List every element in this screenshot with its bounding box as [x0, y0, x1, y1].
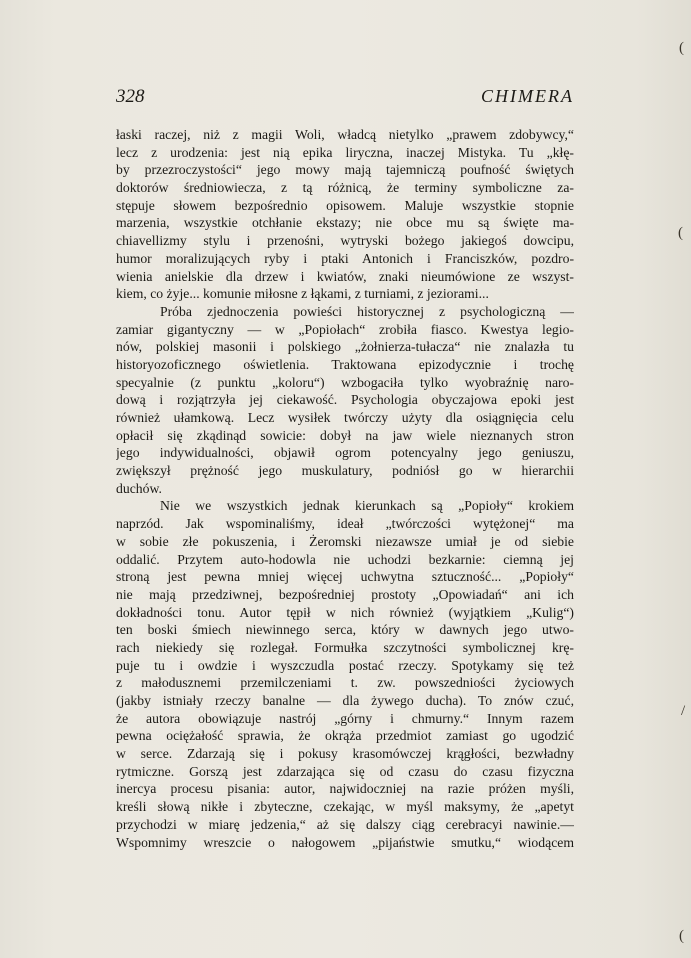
text-line: zamiar gigantyczny — w „Popiołach“ zrobiła fiasco. Kwestya legio-: [116, 321, 574, 337]
text-line: w sobie złe pokuszenia, i Żeromski niezawsze umiał je od siebie: [116, 533, 574, 549]
text-line: Nie we wszystkich jednak kierunkach są „Popioły“ krokiem: [160, 498, 574, 514]
text-line: specyalnie (z punktu „koloru“) wzbogaciła tylko wyobraźnię naro-: [116, 374, 574, 390]
text-line: stroną jest pewna mniej więcej uchwytna sztuczność... „Popioły“: [116, 569, 574, 585]
text-line: dową i rozjątrzyła jej ciekawość. Psychologia obyczajowa epoki jest: [116, 392, 574, 408]
text-line: humor moralizujących ryby i ptaki Antonich i Franciszków, pozdro-: [116, 250, 574, 266]
text-line: puje tu i owdzie i wyszczudla postać rzeczy. Spotykamy się też: [116, 657, 574, 673]
text-line: kiem, co żyje... komunie miłosne z łąkami, z turniami, z jeziorami...: [116, 286, 489, 302]
text-line: rach niekiedy się rozlegał. Formułka szczytności symbolicznej krę-: [116, 639, 574, 655]
text-line: z małodusznemi przemilczeniami t. zw. powszedniości życiowych: [116, 675, 574, 691]
margin-mark: /: [681, 703, 686, 719]
text-line: inercya procesu pisania: autor, najwidoczniej na razie próżen myśli,: [116, 781, 574, 797]
text-line: rytmiczne. Gorszą jest zdarzająca się od czasu do czasu fizyczna: [116, 763, 574, 779]
text-line: zwiększył prężność jego muskulatury, podniósł go w hierarchii: [116, 463, 574, 479]
text-line: jego indywidualności, objawił ogrom potencyalny jego geniuszu,: [116, 445, 574, 461]
margin-mark: (: [678, 225, 683, 241]
page-header: [116, 86, 574, 112]
body-text: [116, 126, 574, 851]
text-line: Wspomnimy wreszcie o nałogowem „pijaństwie smutku,“ wiodącem: [116, 834, 574, 850]
text-line: marzenia, wszystkie otchłanie ekstazy; nie obce mu są święte ma-: [116, 215, 574, 231]
text-line: nów, polskiej masonii i polskiego „żołnierza-tułacza“ nie znalazła tu: [116, 339, 574, 355]
text-line: kreśli słową nikłe i zbyteczne, czekając, w myśl maksymy, że „apetyt: [116, 799, 574, 815]
text-line: łaski raczej, niż z magii Woli, władcą nietylko „prawem zdobywcy,“: [116, 127, 574, 142]
text-line: wienia anielskie dla drzew i kwiatów, znaki nieumówione ze wszyst-: [116, 268, 574, 284]
text-line: Próba zjednoczenia powieści historycznej z psychologiczną —: [160, 303, 574, 319]
text-line: oddalić. Przytem auto-hodowla nie uchodzi bezkarnie: ciemną jej: [116, 551, 574, 567]
text-line: duchów.: [116, 480, 162, 496]
text-line: by przezroczystości“ jego mowy mają tajemniczą poufność świętych: [116, 162, 574, 178]
text-line: przychodzi w miarę jedzenia,“ aż się dalszy ciąg cerebracyi nawinie.—: [116, 816, 574, 832]
text-line: opłacił się zkądinąd sowicie: dobył na jaw wiele nieznanych stron: [116, 427, 574, 443]
text-line: stępuje słowem bezpośrednio opisowem. Maluje wszystkie stopnie: [116, 197, 574, 213]
running-title: CHIMERA: [481, 86, 574, 106]
text-line: w serce. Zdarzają się i pokusy krasomówczej krągłości, bezwładny: [116, 746, 574, 762]
text-line: również ułamkową. Lecz wysiłek twórczy użyty dla osiągnięcia celu: [116, 410, 574, 425]
text-line: (jakby istniały rzeczy banalne — dla żywego ducha). To znów czuć,: [116, 693, 574, 708]
text-line: naprzód. Jak wspominaliśmy, ideał „twórczości wytężonej“ ma: [116, 516, 574, 532]
page-number: 328: [116, 86, 145, 107]
text-line: dokładności tonu. Autor tępił w nich również (wyjątkiem „Kulig“): [116, 604, 574, 620]
text-line: pewna ociężałość sprawia, że okrąża przedmiot zamiast go ugodzić: [116, 728, 574, 744]
text-line: chiavellizmy stylu i przenośni, wytryski bożego jakiegoś dowcipu,: [116, 233, 574, 249]
text-line: lecz z urodzenia: jest nią epika liryczna, inaczej Mistyka. Tu „kłę-: [116, 144, 574, 160]
text-line: ten boski śmiech niewinnego serca, który w dawnych jego utwo-: [116, 622, 574, 638]
text-line: nie mają przedziwnej, bezpośredniej prostoty „Opowiadań“ ani ich: [116, 586, 574, 602]
text-line: że autora obowiązuje nastrój „górny i chmurny.“ Innym razem: [116, 710, 574, 726]
margin-mark: (: [679, 40, 684, 56]
margin-mark: (: [679, 928, 684, 944]
text-line: historyozoficznego oświetlenia. Traktowana epizodycznie i trochę: [116, 356, 574, 372]
text-line: doktorów średniowiecza, z tą różnicą, że terminy symboliczne za-: [116, 180, 574, 196]
